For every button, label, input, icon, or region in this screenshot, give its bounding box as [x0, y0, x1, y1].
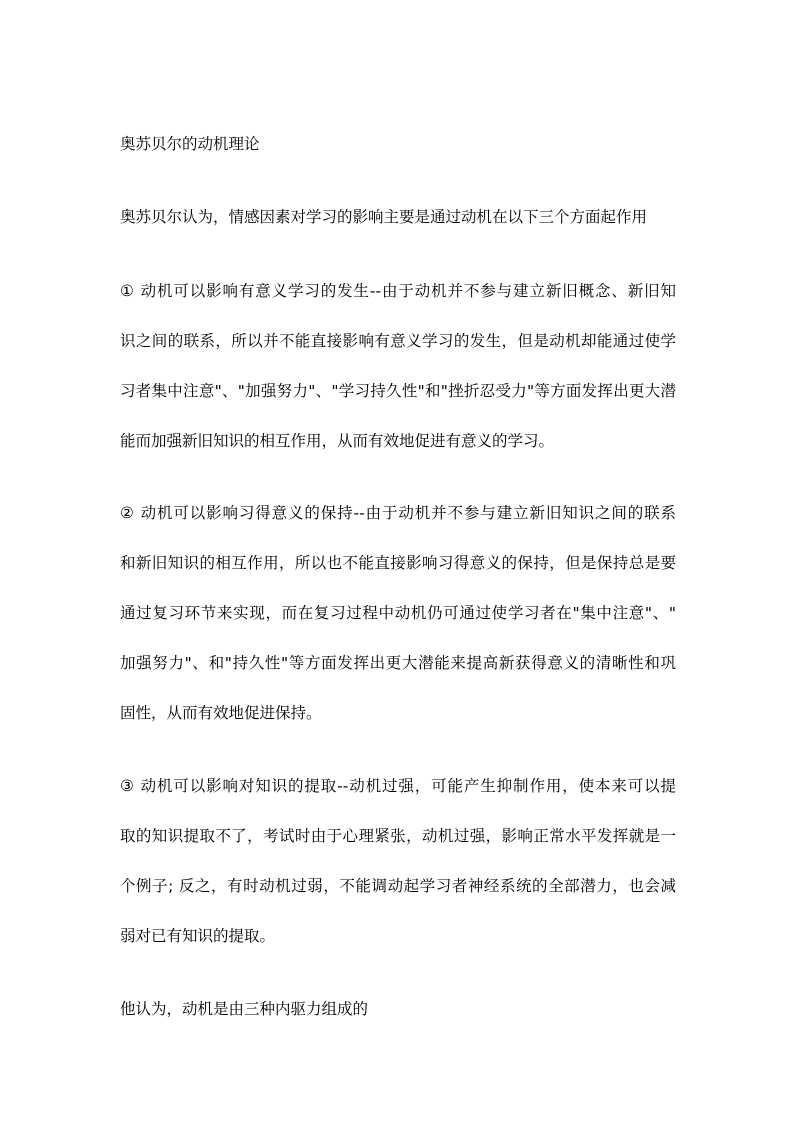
point3-line1: ③ 动机可以影响对知识的提取--动机过强，可能产生抑制作用，使本来可以提: [120, 777, 676, 795]
point2-line5: 固性，从而有效地促进保持。: [120, 704, 322, 722]
point2-line4: 加强努力"、和"持久性"等方面发挥出更大潜能来提高新获得意义的清晰性和巩: [120, 654, 676, 672]
closing-paragraph: 他认为，动机是由三种内驱力组成的: [120, 1000, 369, 1018]
intro-paragraph: 奥苏贝尔认为，情感因素对学习的影响主要是通过动机在以下三个方面起作用: [120, 208, 648, 226]
point1-line3: 习者集中注意"、"加强努力"、"学习持久性"和"挫折忍受力"等方面发挥出更大潜: [120, 382, 676, 400]
point2-line2: 和新旧知识的相互作用，所以也不能直接影响习得意义的保持，但是保持总是要: [120, 554, 676, 572]
document-title: 奥苏贝尔的动机理论: [120, 135, 260, 153]
point1-line4: 能而加强新旧知识的相互作用，从而有效地促进有意义的学习。: [120, 432, 555, 450]
point3-line2: 取的知识提取不了，考试时由于心理紧张，动机过强，影响正常水平发挥就是一: [120, 827, 676, 845]
point1-line2: 识之间的联系，所以并不能直接影响有意义学习的发生，但是动机却能通过使学: [120, 332, 676, 350]
point2-line1: ② 动机可以影响习得意义的保持--由于动机并不参与建立新旧知识之间的联系: [120, 504, 676, 522]
point1-line1: ① 动机可以影响有意义学习的发生--由于动机并不参与建立新旧概念、新旧知: [120, 282, 676, 300]
point3-line4: 弱对已有知识的提取。: [120, 927, 276, 945]
point2-line3: 通过复习环节来实现，而在复习过程中动机仍可通过使学习者在"集中注意"、": [120, 604, 676, 622]
point3-line3: 个例子; 反之，有时动机过弱，不能调动起学习者神经系统的全部潜力，也会减: [120, 877, 676, 895]
